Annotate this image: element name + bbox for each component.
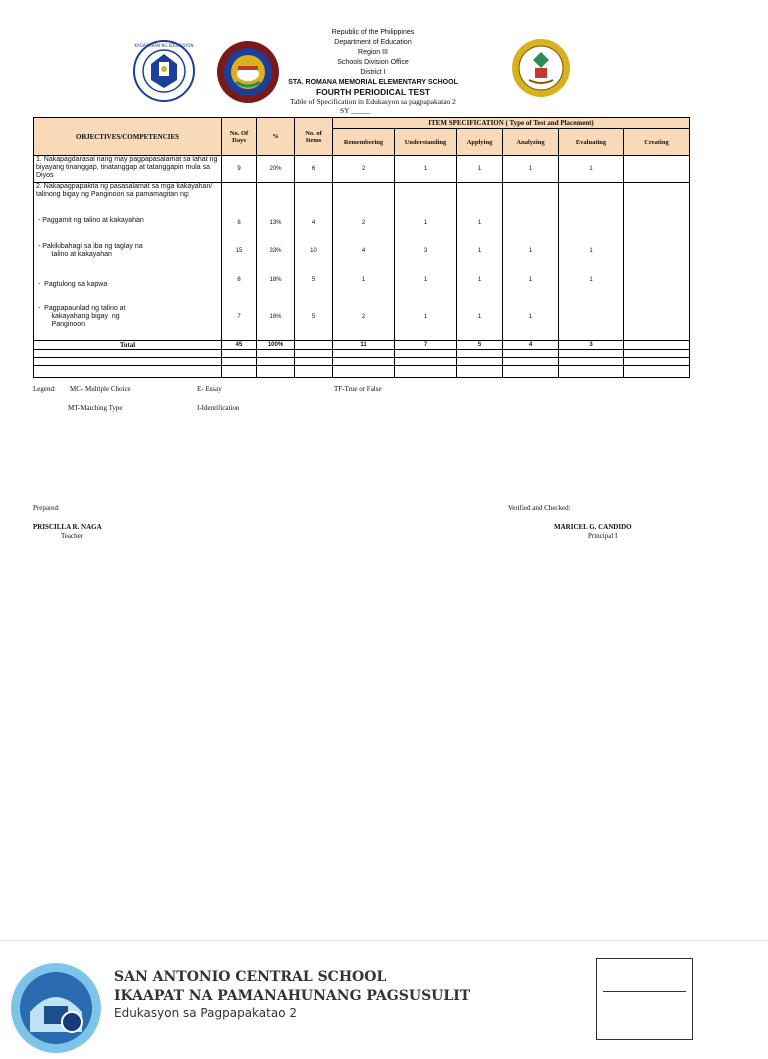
total-items (295, 341, 333, 350)
score-box (596, 958, 693, 1040)
col-objectives: OBJECTIVES/COMPETENCIES (34, 118, 222, 156)
col-days: No. Of Days (222, 118, 257, 156)
next-school-name: SAN ANTONIO CENTRAL SCHOOL (114, 969, 387, 985)
days-2d: 7 (237, 314, 241, 320)
legend-mt: MT-Matching Type (68, 404, 123, 412)
page-divider (0, 940, 768, 941)
remembering-cell: 2 (333, 156, 395, 183)
level-value: 1 (528, 248, 533, 254)
percent-cell: 20% (257, 156, 295, 183)
items-2a: 4 (311, 220, 316, 226)
level-value: 1 (423, 277, 428, 283)
days-cell: 9 (222, 156, 257, 183)
objective-2b: - Pakikibahagi sa iba ng taglay na talino at kakayahan (37, 243, 143, 258)
deped-seal-logo (133, 40, 195, 102)
percent-2d: 16% (269, 314, 282, 320)
percent-cell (257, 183, 295, 341)
col-items: No. of Items (295, 118, 333, 156)
remembering-cell (333, 183, 395, 341)
col-analyzing: Analyzing (503, 129, 559, 156)
level-value: 1 (477, 248, 482, 254)
total-label: Total (34, 341, 222, 350)
next-test-title: IKAAPAT NA PAMANAHUNANG PAGSUSULIT (114, 988, 471, 1004)
level-value: 1 (477, 277, 482, 283)
items-cell (295, 183, 333, 341)
items-2c: 5 (311, 277, 316, 283)
understanding-cell: 1 (395, 156, 457, 183)
total-evaluating: 3 (559, 341, 624, 350)
col-item-specification: ITEM SPECIFICATION ( Type of Test and Placement) (333, 118, 690, 129)
level-value: 4 (361, 248, 366, 254)
header-line-deped: Department of Education (334, 39, 412, 46)
days-2a: 6 (237, 220, 241, 226)
level-value: 2 (361, 220, 366, 226)
level-value: 1 (477, 314, 482, 320)
col-percent: % (257, 118, 295, 156)
objective-2c: - Pagtulong sa kapwa (36, 281, 108, 288)
header-line-district: District I (360, 69, 386, 76)
days-cell (222, 183, 257, 341)
evaluating-cell (559, 183, 624, 341)
percent-2a: 13% (269, 220, 282, 226)
objective-2a: - Paggamit ng talino at kakayahan (36, 217, 144, 224)
col-applying: Applying (457, 129, 503, 156)
total-percent: 100% (257, 341, 295, 350)
objective-2d: - Pagpapaunlad ng talino at kakayahang bigay ng Panginoon (37, 305, 126, 328)
col-evaluating: Evaluating (559, 129, 624, 156)
analyzing-cell (503, 183, 559, 341)
level-value: 1 (423, 314, 428, 320)
table-row (34, 156, 690, 183)
score-box-divider (603, 991, 686, 992)
days-2b: 15 (235, 248, 243, 254)
objective-cell: 1. Nakapagdarasal nang may pagpapasalamat sa lahat ng biyayang tinanggap, tinatanggap at tatanggapin mula sa Diyos (34, 156, 222, 183)
objective-2-heading: 2. Nakapagpapakita ng pasasalamat sa mga kakayahan/ talinong bigay ng Panginoon sa pamamagitan ng: (36, 183, 213, 198)
col-understanding: Understanding (395, 129, 457, 156)
days-2c: 8 (237, 277, 241, 283)
items-2d: 5 (311, 314, 316, 320)
total-creating (624, 341, 690, 350)
total-analyzing: 4 (503, 341, 559, 350)
level-value: 1 (528, 314, 533, 320)
legend-tf: TF-True or False (334, 385, 382, 393)
school-name: STA. ROMANA MEMORIAL ELEMENTARY SCHOOL (288, 79, 458, 86)
total-days: 45 (222, 341, 257, 350)
col-remembering: Remembering (333, 129, 395, 156)
prepared-label: Prepared: (33, 504, 60, 512)
level-value: 1 (361, 277, 366, 283)
school-logo-icon (10, 962, 102, 1054)
tos-subtitle: Table of Specification in Edukasyon sa pagpapakatao 2 (290, 97, 456, 106)
svg-text:KAGAWARAN NG EDUKASYON: KAGAWARAN NG EDUKASYON (134, 43, 194, 48)
school-seal-logo (511, 38, 571, 98)
col-creating: Creating (624, 129, 690, 156)
creating-cell (624, 183, 690, 341)
applying-cell (457, 183, 503, 341)
verified-name: MARICEL G. CANDIDO (554, 523, 632, 531)
items-cell: 6 (295, 156, 333, 183)
evaluating-cell: 1 (559, 156, 624, 183)
prepared-role: Teacher (61, 532, 84, 540)
empty-row (34, 366, 690, 378)
percent-2c: 18% (269, 277, 282, 283)
table-row (34, 183, 690, 341)
level-value: 2 (361, 314, 366, 320)
legend-id: I-Identification (197, 404, 240, 412)
prepared-name: PRISCILLA R. NAGA (33, 523, 102, 531)
level-value: 1 (423, 220, 428, 226)
school-year: SY _____ (340, 106, 370, 115)
creating-cell (624, 156, 690, 183)
analyzing-cell: 1 (503, 156, 559, 183)
legend-essay: E- Essay (197, 385, 222, 393)
total-remembering: 11 (333, 341, 395, 350)
verified-label: Verified and Checked: (508, 504, 571, 512)
empty-row (34, 358, 690, 366)
level-value: 3 (423, 248, 428, 254)
test-title: FOURTH PERIODICAL TEST (315, 87, 431, 97)
total-understanding: 7 (395, 341, 457, 350)
verified-role: Principal I (588, 532, 618, 540)
level-value: 1 (528, 277, 533, 283)
percent-2b: 33% (269, 248, 282, 254)
header-line-division: Schools Division Office (337, 59, 409, 66)
legend-label: Legend: (33, 385, 56, 393)
legend-mc: MC- Multiple Choice (70, 385, 131, 393)
empty-row (34, 350, 690, 358)
level-value: 1 (477, 220, 482, 226)
understanding-cell (395, 183, 457, 341)
applying-cell: 1 (457, 156, 503, 183)
total-row (34, 341, 690, 350)
header-line-republic: Republic of the Philippines (331, 29, 415, 36)
level-value: 1 (589, 248, 593, 254)
tos-table (33, 117, 690, 378)
level-value: 1 (589, 277, 593, 283)
total-applying: 5 (457, 341, 503, 350)
items-2b: 10 (310, 248, 317, 254)
next-subject: Edukasyon sa Pagpapakatao 2 (114, 1006, 297, 1020)
objective-cell (34, 183, 222, 341)
header-line-region: Region III (358, 49, 388, 56)
